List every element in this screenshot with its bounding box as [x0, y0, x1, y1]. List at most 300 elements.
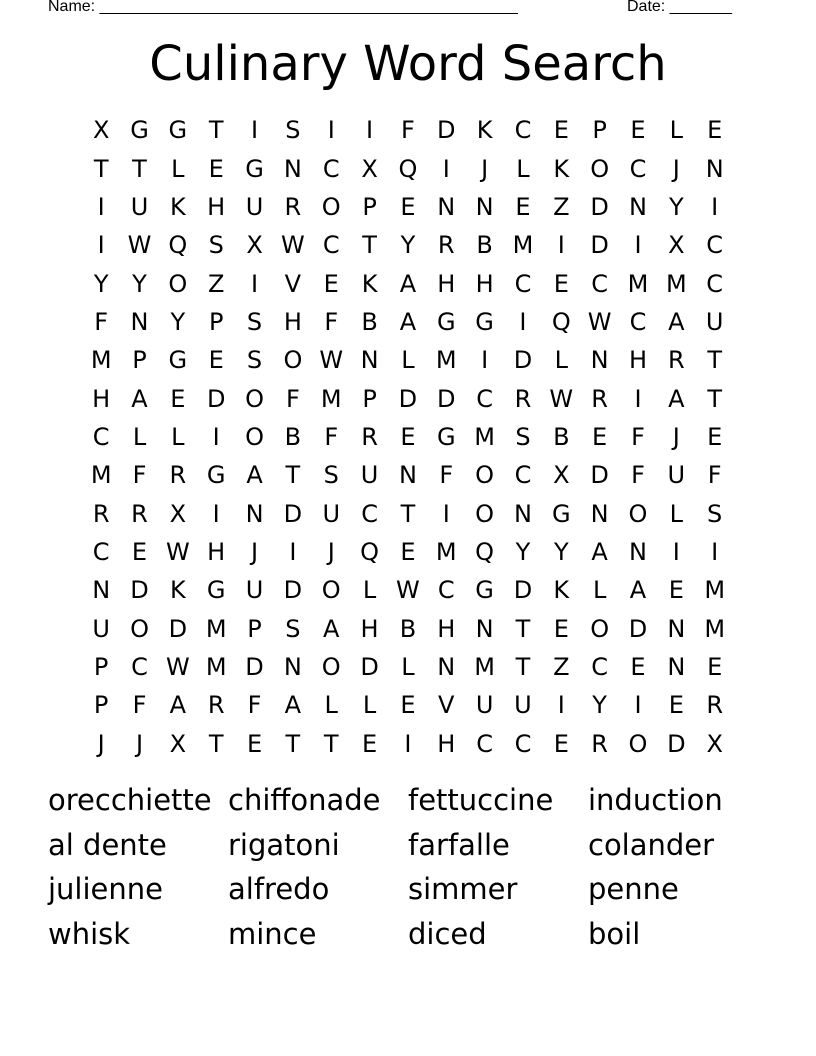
- grid-letter: Y: [592, 691, 607, 720]
- grid-letter: W: [396, 576, 420, 605]
- grid-letter: G: [245, 154, 264, 183]
- grid-letter: I: [711, 192, 719, 221]
- grid-letter: D: [398, 384, 418, 413]
- grid-letter: J: [135, 729, 144, 758]
- grid-letter: H: [628, 346, 647, 375]
- grid-letter: I: [519, 307, 527, 336]
- grid-letter: O: [245, 384, 264, 413]
- grid-letter: E: [707, 116, 723, 145]
- grid-letter: J: [327, 537, 335, 566]
- grid-letter: X: [706, 729, 723, 758]
- grid-letter: Y: [400, 231, 416, 260]
- grid-letter: X: [169, 499, 187, 528]
- grid-letter: C: [629, 307, 647, 336]
- grid-letter: M: [474, 422, 495, 451]
- grid-letter: I: [481, 346, 489, 375]
- grid-letter: C: [706, 269, 724, 298]
- grid-letter: I: [442, 154, 450, 183]
- grid-letter: J: [481, 154, 489, 183]
- grid-letter: L: [401, 652, 415, 681]
- name-field: Name: _______________________________________________: [48, 0, 518, 15]
- word-list-item: fettuccine: [408, 783, 554, 817]
- grid-letter: H: [437, 614, 456, 643]
- grid-letter: D: [437, 116, 456, 145]
- grid-letter: D: [590, 231, 609, 260]
- grid-letter: U: [322, 499, 341, 528]
- grid-letter: W: [587, 307, 612, 336]
- grid-letter: I: [212, 422, 220, 451]
- grid-letter: J: [672, 422, 680, 451]
- grid-letter: O: [321, 652, 341, 681]
- grid-letter: T: [362, 231, 377, 260]
- grid-letter: R: [92, 499, 110, 528]
- grid-letter: N: [437, 652, 456, 681]
- grid-letter: P: [208, 307, 224, 336]
- grid-letter: N: [513, 499, 532, 528]
- grid-letter: D: [130, 576, 149, 605]
- page-title: Culinary Word Search: [149, 36, 667, 92]
- grid-letter: M: [205, 652, 227, 681]
- grid-letter: N: [245, 499, 264, 528]
- grid-letter: E: [707, 652, 723, 681]
- word-list-item: diced: [408, 917, 487, 952]
- grid-letter: M: [704, 614, 726, 643]
- grid-letter: C: [322, 154, 340, 183]
- grid-letter: N: [398, 461, 417, 490]
- grid-letter: E: [630, 652, 646, 681]
- grid-letter: P: [362, 384, 377, 413]
- grid-letter: N: [629, 192, 647, 221]
- grid-letter: B: [361, 307, 378, 336]
- grid-letter: F: [132, 461, 147, 490]
- grid-letter: U: [475, 691, 494, 720]
- grid-letter: F: [631, 422, 645, 451]
- grid-letter: N: [590, 499, 609, 528]
- grid-letter: C: [131, 652, 148, 681]
- grid-letter: B: [284, 422, 302, 451]
- grid-letter: E: [400, 422, 416, 451]
- grid-letter: S: [323, 461, 339, 490]
- grid-letter: U: [92, 614, 110, 643]
- grid-letter: F: [401, 116, 415, 145]
- grid-letter: D: [283, 576, 303, 605]
- grid-letter: J: [97, 729, 105, 758]
- grid-letter: N: [92, 576, 111, 605]
- grid-letter: C: [706, 231, 724, 260]
- grid-letter: U: [705, 307, 724, 336]
- grid-letter: O: [590, 154, 610, 183]
- grid-letter: A: [668, 384, 685, 413]
- grid-letter: I: [97, 192, 105, 221]
- word-list-item: orecchiette: [48, 783, 212, 817]
- grid-letter: G: [475, 576, 494, 605]
- grid-letter: C: [629, 154, 647, 183]
- grid-letter: N: [705, 154, 724, 183]
- grid-letter: T: [400, 499, 416, 528]
- grid-letter: N: [475, 192, 494, 221]
- grid-letter: F: [247, 691, 262, 720]
- grid-letter: C: [514, 461, 532, 490]
- grid-letter: F: [324, 307, 339, 336]
- grid-letter: T: [515, 652, 531, 681]
- grid-letter: Y: [132, 269, 147, 298]
- grid-letter: W: [165, 652, 190, 681]
- grid-letter: S: [707, 499, 723, 528]
- grid-letter: O: [245, 422, 264, 451]
- grid-letter: D: [590, 461, 609, 490]
- grid-letter: S: [285, 614, 301, 643]
- grid-letter: C: [514, 116, 532, 145]
- grid-letter: X: [246, 231, 263, 260]
- grid-letter: L: [592, 576, 607, 605]
- grid-letter: T: [707, 346, 722, 375]
- grid-letter: X: [668, 231, 685, 260]
- grid-letter: N: [130, 307, 149, 336]
- grid-letter: C: [437, 576, 455, 605]
- grid-letter: O: [321, 192, 341, 221]
- grid-letter: G: [130, 116, 149, 145]
- grid-letter: J: [251, 537, 259, 566]
- grid-letter: L: [171, 422, 185, 451]
- grid-letter: A: [131, 384, 148, 413]
- grid-letter: G: [168, 116, 188, 145]
- grid-letter: A: [629, 576, 647, 605]
- grid-letter: M: [435, 346, 457, 375]
- grid-letter: L: [554, 346, 568, 375]
- grid-letter: L: [324, 691, 338, 720]
- grid-letter: I: [289, 537, 297, 566]
- grid-letter: D: [283, 499, 303, 528]
- word-list-item: chiffonade: [228, 783, 381, 817]
- grid-letter: G: [168, 346, 188, 375]
- grid-letter: N: [283, 652, 302, 681]
- grid-letter: I: [404, 729, 412, 758]
- grid-letter: E: [630, 116, 646, 145]
- word-list-item: simmer: [408, 872, 518, 907]
- grid-letter: Y: [170, 307, 186, 336]
- word-list-item: julienne: [48, 872, 163, 907]
- grid-letter: T: [515, 614, 531, 643]
- grid-letter: T: [285, 461, 301, 490]
- grid-letter: M: [320, 384, 342, 413]
- grid-letter: W: [165, 537, 190, 566]
- grid-letter: O: [590, 614, 610, 643]
- grid-letter: R: [361, 422, 378, 451]
- grid-letter: Q: [475, 537, 495, 566]
- grid-letter: L: [362, 576, 377, 605]
- grid-letter: U: [360, 461, 379, 490]
- grid-letter: L: [362, 691, 377, 720]
- grid-letter: D: [628, 614, 648, 643]
- grid-letter: Z: [553, 652, 570, 681]
- grid-letter: C: [92, 537, 110, 566]
- grid-letter: A: [169, 691, 187, 720]
- grid-letter: C: [476, 384, 493, 413]
- grid-letter: E: [400, 537, 416, 566]
- grid-letter: T: [323, 729, 339, 758]
- letter-grid: [82, 111, 734, 763]
- grid-letter: Z: [553, 192, 570, 221]
- grid-letter: N: [475, 614, 494, 643]
- grid-letter: C: [476, 729, 493, 758]
- grid-letter: L: [171, 154, 185, 183]
- grid-letter: X: [553, 461, 570, 490]
- grid-letter: E: [170, 384, 186, 413]
- grid-letter: M: [205, 614, 227, 643]
- grid-letter: W: [549, 384, 574, 413]
- grid-letter: N: [437, 192, 456, 221]
- grid-letter: L: [516, 154, 530, 183]
- grid-letter: M: [90, 346, 112, 375]
- grid-letter: I: [251, 116, 259, 145]
- grid-letter: R: [706, 691, 724, 720]
- grid-letter: M: [627, 269, 649, 298]
- grid-letter: G: [551, 499, 571, 528]
- word-list-item: boil: [588, 917, 641, 952]
- grid-letter: G: [206, 461, 226, 490]
- grid-letter: K: [553, 154, 570, 183]
- grid-letter: M: [474, 652, 495, 681]
- grid-letter: C: [92, 422, 110, 451]
- grid-letter: K: [169, 192, 186, 221]
- grid-letter: C: [514, 269, 532, 298]
- grid-letter: D: [437, 384, 456, 413]
- grid-letter: I: [327, 116, 335, 145]
- grid-letter: F: [132, 691, 147, 720]
- grid-letter: C: [514, 729, 532, 758]
- grid-letter: E: [400, 691, 416, 720]
- grid-letter: E: [707, 422, 723, 451]
- grid-letter: T: [285, 729, 301, 758]
- grid-letter: H: [360, 614, 379, 643]
- grid-letter: C: [591, 269, 609, 298]
- grid-letter: U: [245, 192, 264, 221]
- grid-letter: E: [553, 729, 569, 758]
- grid-letter: F: [631, 461, 645, 490]
- grid-letter: N: [360, 346, 379, 375]
- grid-letter: Y: [553, 537, 569, 566]
- grid-letter: I: [634, 691, 642, 720]
- grid-letter: M: [665, 269, 687, 298]
- grid-letter: O: [628, 729, 648, 758]
- grid-letter: R: [591, 729, 608, 758]
- grid-letter: J: [672, 154, 680, 183]
- date-field: Date: _______: [627, 0, 732, 15]
- grid-letter: A: [284, 691, 302, 720]
- grid-letter: P: [592, 116, 607, 145]
- grid-letter: I: [557, 231, 565, 260]
- grid-letter: D: [206, 384, 226, 413]
- grid-letter: U: [130, 192, 149, 221]
- grid-letter: H: [92, 384, 111, 413]
- grid-letter: Q: [551, 307, 571, 336]
- grid-letter: I: [212, 499, 220, 528]
- grid-letter: Y: [93, 269, 109, 298]
- grid-letter: D: [590, 192, 609, 221]
- grid-letter: N: [667, 614, 686, 643]
- grid-letter: E: [592, 422, 608, 451]
- word-list-item: al dente: [48, 827, 167, 862]
- grid-letter: S: [246, 346, 263, 375]
- grid-letter: O: [628, 499, 648, 528]
- grid-letter: H: [283, 307, 302, 336]
- grid-letter: O: [475, 461, 495, 490]
- grid-letter: E: [553, 614, 569, 643]
- worksheet-header: [0, 0, 816, 20]
- grid-letter: Y: [515, 537, 531, 566]
- grid-letter: R: [591, 384, 608, 413]
- grid-letter: E: [361, 729, 378, 758]
- grid-letter: E: [208, 346, 224, 375]
- grid-letter: E: [131, 537, 148, 566]
- grid-letter: Q: [360, 537, 380, 566]
- grid-letter: R: [207, 691, 225, 720]
- grid-letter: S: [246, 307, 263, 336]
- grid-letter: K: [169, 576, 186, 605]
- grid-letter: I: [557, 691, 565, 720]
- grid-letter: X: [361, 154, 378, 183]
- grid-letter: O: [130, 614, 149, 643]
- grid-letter: D: [667, 729, 686, 758]
- grid-letter: L: [401, 346, 415, 375]
- grid-letter: O: [283, 346, 303, 375]
- grid-letter: C: [361, 499, 378, 528]
- grid-letter: H: [437, 269, 456, 298]
- grid-letter: C: [322, 231, 340, 260]
- grid-letter: S: [285, 116, 301, 145]
- grid-letter: I: [634, 384, 642, 413]
- grid-letter: T: [93, 154, 109, 183]
- grid-letter: X: [92, 116, 110, 145]
- grid-letter: R: [169, 461, 187, 490]
- grid-letter: G: [206, 576, 226, 605]
- grid-letter: I: [711, 537, 719, 566]
- grid-letter: E: [208, 154, 224, 183]
- grid-letter: W: [319, 346, 344, 375]
- grid-letter: B: [399, 614, 417, 643]
- grid-letter: H: [475, 269, 494, 298]
- word-list-item: mince: [228, 917, 317, 952]
- grid-letter: Z: [207, 269, 225, 298]
- grid-letter: D: [168, 614, 188, 643]
- grid-letter: E: [668, 691, 684, 720]
- grid-letter: N: [590, 346, 609, 375]
- grid-letter: F: [439, 461, 454, 490]
- word-list-item: whisk: [48, 917, 131, 952]
- grid-letter: Q: [168, 231, 188, 260]
- grid-letter: D: [513, 576, 533, 605]
- grid-letter: F: [324, 422, 339, 451]
- grid-letter: P: [132, 346, 147, 375]
- word-list-item: farfalle: [408, 827, 510, 862]
- grid-letter: T: [707, 384, 722, 413]
- grid-letter: E: [515, 192, 531, 221]
- grid-letter: R: [514, 384, 532, 413]
- grid-letter: I: [366, 116, 374, 145]
- grid-letter: X: [169, 729, 187, 758]
- grid-letter: G: [436, 422, 456, 451]
- grid-letter: K: [361, 269, 378, 298]
- grid-letter: F: [707, 461, 722, 490]
- grid-letter: R: [667, 346, 685, 375]
- word-list-item: colander: [588, 827, 715, 862]
- grid-letter: P: [362, 192, 377, 221]
- grid-letter: R: [131, 499, 148, 528]
- grid-letter: P: [247, 614, 262, 643]
- grid-letter: F: [94, 307, 109, 336]
- grid-letter: I: [97, 231, 105, 260]
- word-list-item: penne: [588, 872, 679, 907]
- grid-letter: H: [207, 192, 226, 221]
- grid-letter: M: [435, 537, 457, 566]
- grid-letter: K: [476, 116, 493, 145]
- grid-letter: H: [207, 537, 226, 566]
- grid-letter: E: [553, 269, 569, 298]
- grid-letter: R: [437, 231, 455, 260]
- grid-letter: D: [360, 652, 379, 681]
- grid-letter: A: [246, 461, 263, 490]
- word-list-item: alfredo: [228, 872, 330, 907]
- grid-letter: G: [475, 307, 494, 336]
- grid-letter: A: [591, 537, 608, 566]
- grid-letter: P: [93, 652, 109, 681]
- grid-letter: K: [553, 576, 570, 605]
- grid-letter: M: [704, 576, 726, 605]
- grid-letter: S: [208, 231, 224, 260]
- grid-letter: A: [323, 614, 340, 643]
- grid-letter: F: [285, 384, 300, 413]
- grid-letter: A: [399, 307, 417, 336]
- grid-letter: A: [399, 269, 417, 298]
- grid-letter: E: [668, 576, 684, 605]
- grid-letter: D: [245, 652, 264, 681]
- grid-letter: N: [629, 537, 647, 566]
- grid-letter: N: [283, 154, 302, 183]
- grid-letter: A: [668, 307, 685, 336]
- grid-letter: O: [321, 576, 341, 605]
- word-list-item: induction: [588, 783, 723, 817]
- grid-letter: D: [513, 346, 533, 375]
- grid-letter: V: [284, 269, 302, 298]
- grid-letter: B: [476, 231, 493, 260]
- grid-letter: E: [323, 269, 339, 298]
- grid-letter: E: [553, 116, 569, 145]
- grid-letter: E: [400, 192, 416, 221]
- grid-letter: E: [246, 729, 263, 758]
- grid-letter: O: [475, 499, 495, 528]
- grid-letter: G: [436, 307, 456, 336]
- grid-letter: R: [284, 192, 302, 221]
- grid-letter: M: [512, 231, 534, 260]
- grid-letter: W: [127, 231, 152, 260]
- grid-letter: P: [93, 691, 109, 720]
- grid-letter: U: [514, 691, 532, 720]
- grid-letter: T: [208, 116, 224, 145]
- grid-letter: L: [669, 499, 684, 528]
- grid-letter: L: [132, 422, 147, 451]
- grid-letter: N: [667, 652, 686, 681]
- word-list-item: rigatoni: [228, 827, 340, 862]
- grid-letter: I: [251, 269, 259, 298]
- grid-letter: C: [591, 652, 609, 681]
- grid-letter: I: [634, 231, 642, 260]
- grid-letter: V: [438, 691, 455, 720]
- grid-letter: Q: [398, 154, 418, 183]
- grid-letter: U: [245, 576, 264, 605]
- grid-letter: U: [667, 461, 686, 490]
- grid-letter: I: [672, 537, 680, 566]
- word-list: [48, 778, 788, 957]
